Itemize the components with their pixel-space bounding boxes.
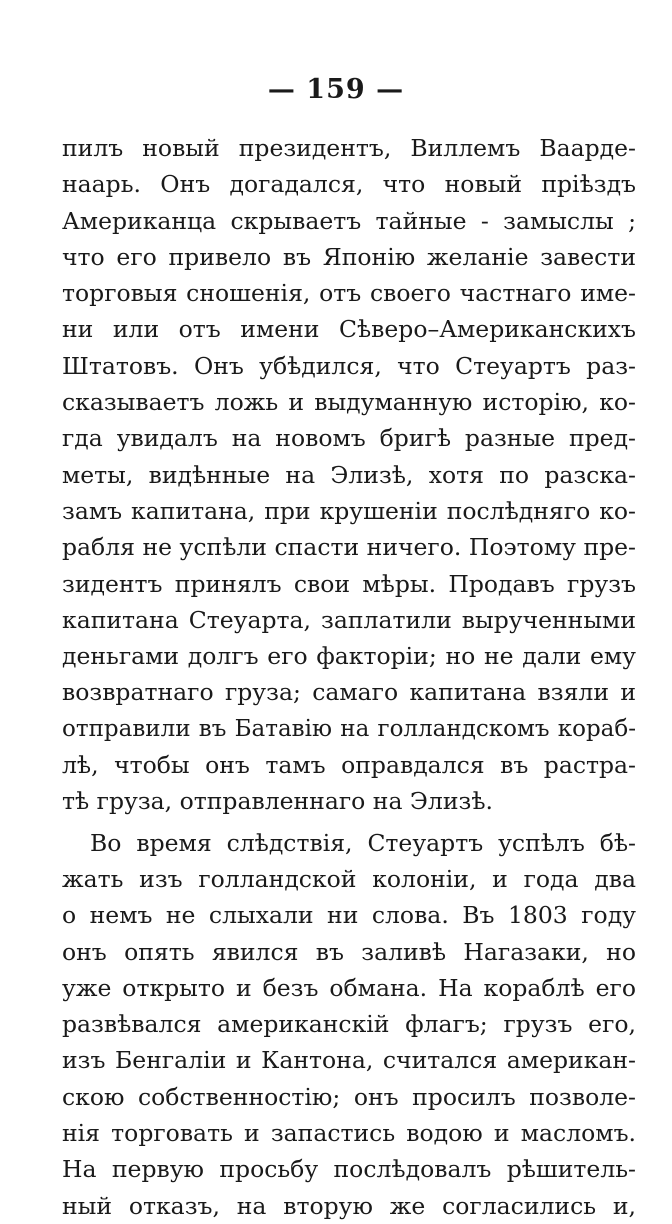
text-line: ни или отъ имени Сѣверо–Американскихъ bbox=[62, 315, 636, 344]
text-line: зидентъ принялъ свои мѣры. Продавъ грузъ bbox=[62, 569, 636, 598]
text-line: нiя торговать и запастись водою и масломъ. bbox=[62, 1119, 636, 1148]
text-line: Во время слѣдствiя, Стеуартъ успѣлъ бѣ- bbox=[90, 828, 636, 857]
text-line: замъ капитана, при крушенiи послѣдняго ко- bbox=[62, 496, 636, 525]
text-line: капитана Стеуарта, заплатили вырученными bbox=[62, 605, 636, 634]
text-line: скою собственностiю; онъ просилъ позволе- bbox=[62, 1082, 636, 1111]
text-line: пилъ новый президентъ, Виллемъ Ваарде- bbox=[62, 134, 636, 162]
text-line: жать изъ голландской колонiи, и года два bbox=[62, 864, 636, 893]
text-line: онъ опять явился въ заливѣ Нагазаки, но bbox=[62, 937, 636, 966]
text-line: деньгами долгъ его факторiи; но не дали ему bbox=[62, 642, 636, 671]
text-line: изъ Бенгалiи и Кантона, считался американ- bbox=[62, 1046, 636, 1075]
paragraph-2 bbox=[62, 825, 636, 1224]
text-line: о немъ не слыхали ни слова. Въ 1803 году bbox=[62, 901, 636, 930]
text-line: Штатовъ. Онъ убѣдился, что Стеуартъ раз- bbox=[62, 351, 636, 380]
text-line: На первую просьбу послѣдовалъ рѣшитель- bbox=[62, 1155, 636, 1184]
text-line: Американца скрываетъ тайные - замыслы ; bbox=[62, 206, 636, 235]
text-line: наарь. Онъ догадался, что новый прiѣздъ bbox=[62, 170, 636, 199]
text-line: меты, видѣнные на Элизѣ, хотя по разска- bbox=[62, 460, 636, 489]
text-line: возвратнаго груза; самаго капитана взяли и bbox=[62, 678, 636, 707]
page-number: — 159 — bbox=[267, 74, 405, 105]
text-line: лѣ, чтобы онъ тамъ оправдался въ растра- bbox=[62, 751, 636, 780]
text-line: уже открыто и безъ обмана. На кораблѣ его bbox=[62, 973, 636, 1002]
text-line: торговыя сношенiя, отъ своего частнаго име- bbox=[62, 279, 636, 308]
text-line: гда увидалъ на новомъ бригѣ разные пред- bbox=[62, 424, 636, 453]
text-line: тѣ груза, отправленнаго на Элизѣ. bbox=[62, 787, 493, 816]
text-line: рабля не успѣли спасти ничего. Поэтому пре- bbox=[62, 533, 636, 562]
text-line: что его привело въ Японiю желанiе завести bbox=[62, 242, 636, 271]
text-line: развѣвался американскiй флагъ; грузъ его, bbox=[62, 1010, 636, 1039]
text-line: ный отказъ, на вторую же согласились и, bbox=[62, 1191, 636, 1220]
page-body-text bbox=[62, 130, 636, 1224]
text-line: отправили въ Батавiю на голландскомъ кораб- bbox=[62, 715, 636, 742]
paragraph-1 bbox=[62, 130, 636, 820]
text-line: сказываетъ ложь и выдуманную исторiю, ко- bbox=[62, 388, 636, 417]
